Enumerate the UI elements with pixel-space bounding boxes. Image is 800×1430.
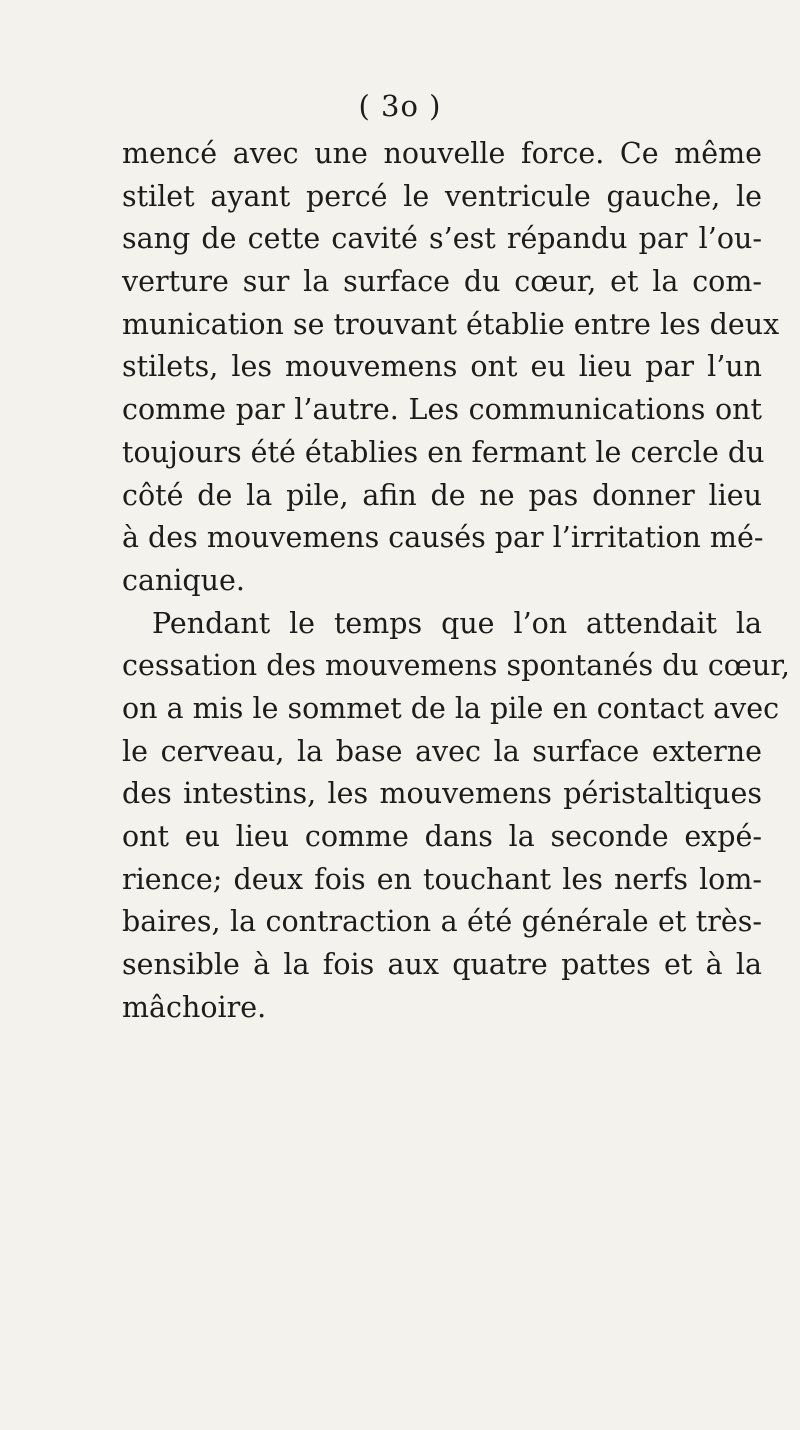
page-number: ( 3o ) bbox=[358, 89, 442, 123]
text-line: côté de la pile, afin de ne pas donner lieu bbox=[122, 478, 762, 512]
text-line: toujours été établies en fermant le cercle du bbox=[122, 435, 765, 469]
text-line: ont eu lieu comme dans la seconde expé- bbox=[122, 820, 762, 853]
text-line: à des mouvemens causés par l’irritation mé- bbox=[122, 521, 764, 555]
text-line: baires, la contraction a été générale et très- bbox=[122, 905, 762, 939]
text-line: Pendant le temps que l’on attendait la bbox=[152, 606, 762, 640]
text-line: comme par l’autre. Les communications ont bbox=[122, 393, 762, 427]
text-line: on a mis le sommet de la pile en contact avec bbox=[122, 691, 780, 725]
text-line: le cerveau, la base avec la surface externe bbox=[122, 734, 762, 768]
text-line: canique. bbox=[122, 563, 245, 597]
text-line: stilet ayant percé le ventricule gauche, le bbox=[122, 179, 762, 213]
text-line: munication se trouvant établie entre les deux bbox=[122, 307, 780, 341]
text-line: cessation des mouvemens spontanés du cœur, bbox=[122, 649, 790, 683]
text-line: mâchoire. bbox=[122, 990, 267, 1024]
body-text bbox=[122, 133, 790, 1029]
text-line: stilets, les mouvemens ont eu lieu par l’un bbox=[122, 350, 762, 384]
text-line: sensible à la fois aux quatre pattes et à la bbox=[122, 948, 762, 982]
text-line: mencé avec une nouvelle force. Ce même bbox=[122, 137, 762, 170]
text-line: sang de cette cavité s’est répandu par l’ou- bbox=[122, 222, 762, 256]
text-line: verture sur la surface du cœur, et la com- bbox=[122, 265, 762, 299]
text-line: rience; deux fois en touchant les nerfs lom- bbox=[122, 862, 762, 896]
text-line: des intestins, les mouvemens péristaltiques bbox=[122, 777, 762, 811]
